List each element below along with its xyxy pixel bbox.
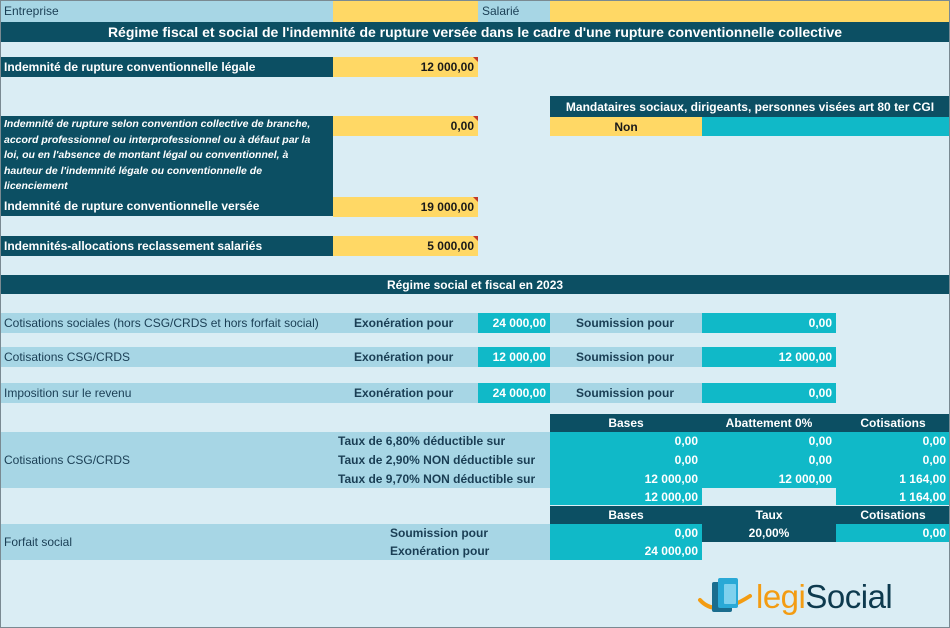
forfait-soumission-base: 0,00 bbox=[550, 524, 702, 542]
csg-cotisation: 1 164,00 bbox=[899, 471, 946, 486]
soumission-label: Soumission pour bbox=[550, 313, 702, 333]
soumission-label: Soumission pour bbox=[550, 347, 702, 367]
regime-row-label: Cotisations sociales (hors CSG/CRDS et hors forfait social) bbox=[0, 313, 478, 333]
convention-input[interactable]: 0,00 bbox=[333, 116, 478, 136]
soumission-label: Soumission pour bbox=[550, 383, 702, 403]
csg-rate-label: Taux de 9,70% NON déductible sur bbox=[338, 471, 536, 486]
forfait-header-taux: Taux bbox=[702, 506, 836, 524]
salarie-label: Salarié bbox=[478, 0, 550, 22]
soumission-value: 12 000,00 bbox=[702, 347, 836, 367]
page-title: Régime fiscal et social de l'indemnité de rupture versée dans le cadre d'une rupture conventionnelle collective bbox=[0, 22, 950, 42]
forfait-cotisation: 0,00 bbox=[836, 524, 950, 542]
forfait-header-cotisations: Cotisations bbox=[836, 506, 950, 524]
csg-rate-label: Taux de 2,90% NON déductible sur bbox=[338, 452, 536, 467]
csg-rate-label: Taux de 6,80% déductible sur bbox=[338, 434, 506, 448]
forfait-taux: 20,00% bbox=[702, 524, 836, 542]
entreprise-input[interactable] bbox=[333, 0, 478, 22]
forfait-label: Forfait social bbox=[0, 524, 550, 560]
csg-header-cotisations: Cotisations bbox=[836, 414, 950, 432]
forfait-soumission-label: Soumission pour bbox=[390, 526, 489, 540]
csg-abattement: 0,00 bbox=[808, 434, 832, 448]
csg-label: Cotisations CSG/CRDS bbox=[0, 432, 550, 488]
forfait-header-bases: Bases bbox=[550, 506, 702, 524]
csg-base: 12 000,00 bbox=[644, 471, 698, 486]
convention-label: Indemnité de rupture selon convention collective de branche, accord professionnel ou interprofessionnel ou à défaut par la loi, ou en l'absence de montant légal ou conventionnel, à hauteur de l'indemnité légale ou conventionnelle de licenciement bbox=[0, 116, 333, 195]
mandataires-label: Mandataires sociaux, dirigeants, personnes visées art 80 ter CGI bbox=[550, 96, 950, 117]
mandataires-spacer bbox=[702, 117, 950, 136]
exoneration-value: 24 000,00 bbox=[478, 383, 550, 403]
versee-input[interactable]: 19 000,00 bbox=[333, 197, 478, 217]
logo-text-legi: legi bbox=[756, 578, 806, 615]
exoneration-label: Exonération pour bbox=[354, 350, 454, 364]
exoneration-label: Exonération pour bbox=[354, 386, 454, 400]
csg-total-cotisation: 1 164,00 bbox=[836, 488, 950, 505]
csg-cotisation: 0,00 bbox=[922, 452, 946, 467]
salarie-input[interactable] bbox=[550, 0, 950, 22]
regime-row-label: Cotisations CSG/CRDS bbox=[0, 347, 478, 367]
reclassement-label: Indemnités-allocations reclassement salariés bbox=[0, 236, 333, 256]
forfait-exoneration-base: 24 000,00 bbox=[550, 542, 702, 560]
exoneration-value: 24 000,00 bbox=[478, 313, 550, 333]
exoneration-label: Exonération pour bbox=[354, 316, 454, 330]
forfait-exoneration-label: Exonération pour bbox=[390, 544, 490, 558]
legale-input[interactable]: 12 000,00 bbox=[333, 57, 478, 77]
soumission-value: 0,00 bbox=[702, 383, 836, 403]
csg-abattement: 0,00 bbox=[808, 452, 832, 467]
mandataires-select[interactable]: Non bbox=[550, 117, 702, 136]
csg-header-abattement: Abattement 0% bbox=[702, 414, 836, 432]
soumission-value: 0,00 bbox=[702, 313, 836, 333]
csg-cotisation: 0,00 bbox=[922, 434, 946, 448]
exoneration-value: 12 000,00 bbox=[478, 347, 550, 367]
reclassement-input[interactable]: 5 000,00 bbox=[333, 236, 478, 256]
regime-title: Régime social et fiscal en 2023 bbox=[0, 275, 950, 294]
logo-text-social: Social bbox=[805, 578, 893, 615]
csg-base: 0,00 bbox=[674, 452, 698, 467]
versee-label: Indemnité de rupture conventionnelle versée bbox=[0, 195, 333, 216]
entreprise-label: Entreprise bbox=[0, 0, 333, 22]
csg-base: 0,00 bbox=[674, 434, 698, 448]
csg-header-bases: Bases bbox=[550, 414, 702, 432]
legale-label: Indemnité de rupture conventionnelle légale bbox=[0, 57, 333, 77]
regime-row-label: Imposition sur le revenu bbox=[0, 383, 478, 403]
csg-total-base: 12 000,00 bbox=[550, 488, 702, 505]
csg-abattement: 12 000,00 bbox=[778, 471, 832, 486]
legisocial-logo bbox=[696, 574, 916, 620]
legisocial-logo-icon bbox=[696, 574, 754, 620]
